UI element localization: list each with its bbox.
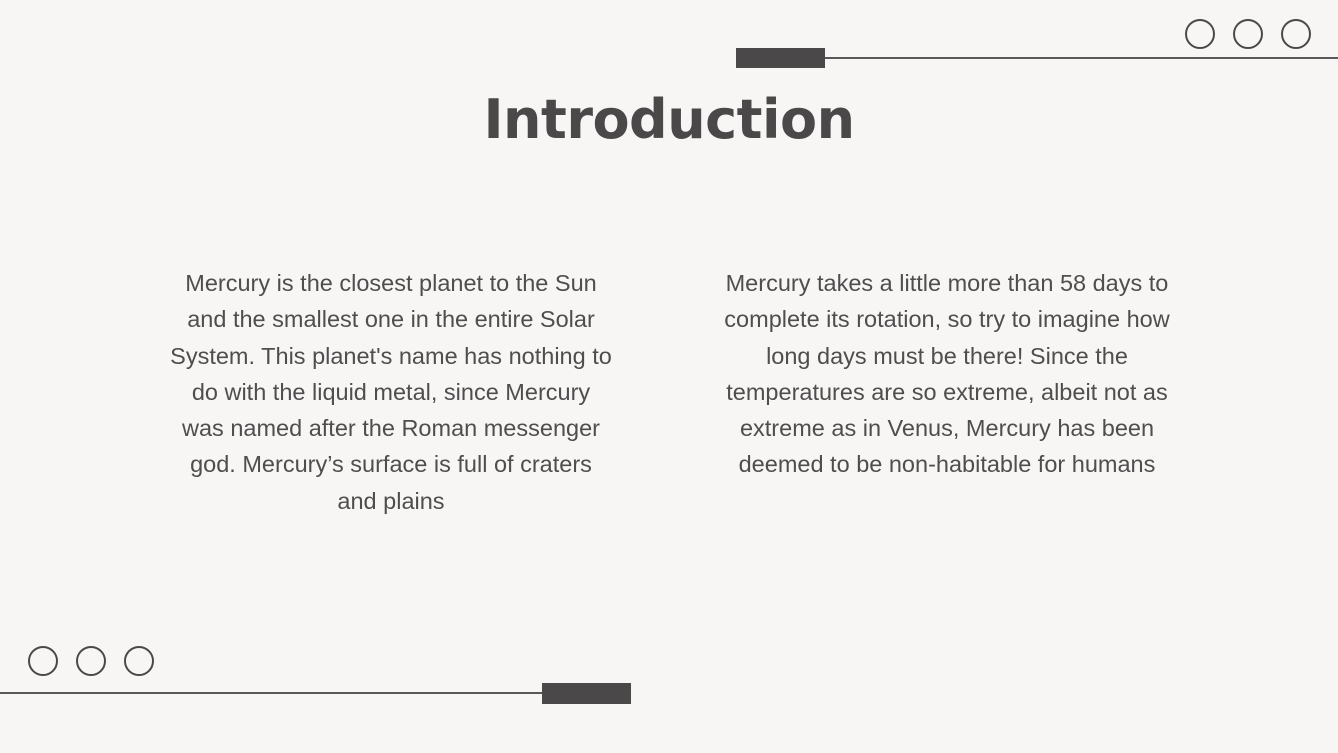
circle-icon — [28, 646, 58, 676]
circle-icon — [1185, 19, 1215, 49]
circle-icon — [76, 646, 106, 676]
right-paragraph: Mercury takes a little more than 58 days to complete its rotation, so try to imagine how long days must be there! Since the temperatures are so extreme, albeit not as extreme as in Venus, Mercury has been deemed to be non-habitable for humans — [724, 270, 1170, 478]
left-paragraph: Mercury is the closest planet to the Sun and the smallest one in the entire Solar System. This planet's name has nothing to do with the liquid metal, since Mercury was named after the Roman messenger god. Mercury’s surface is full of craters and plains — [170, 270, 612, 514]
circle-icon — [1281, 19, 1311, 49]
bottom-accent-bar — [542, 683, 631, 704]
bottom-divider-line — [0, 692, 543, 694]
circle-icon — [1233, 19, 1263, 49]
slide-title: Introduction — [483, 88, 855, 151]
circle-icon — [124, 646, 154, 676]
top-divider-line — [824, 57, 1338, 59]
top-accent-bar — [736, 48, 825, 68]
